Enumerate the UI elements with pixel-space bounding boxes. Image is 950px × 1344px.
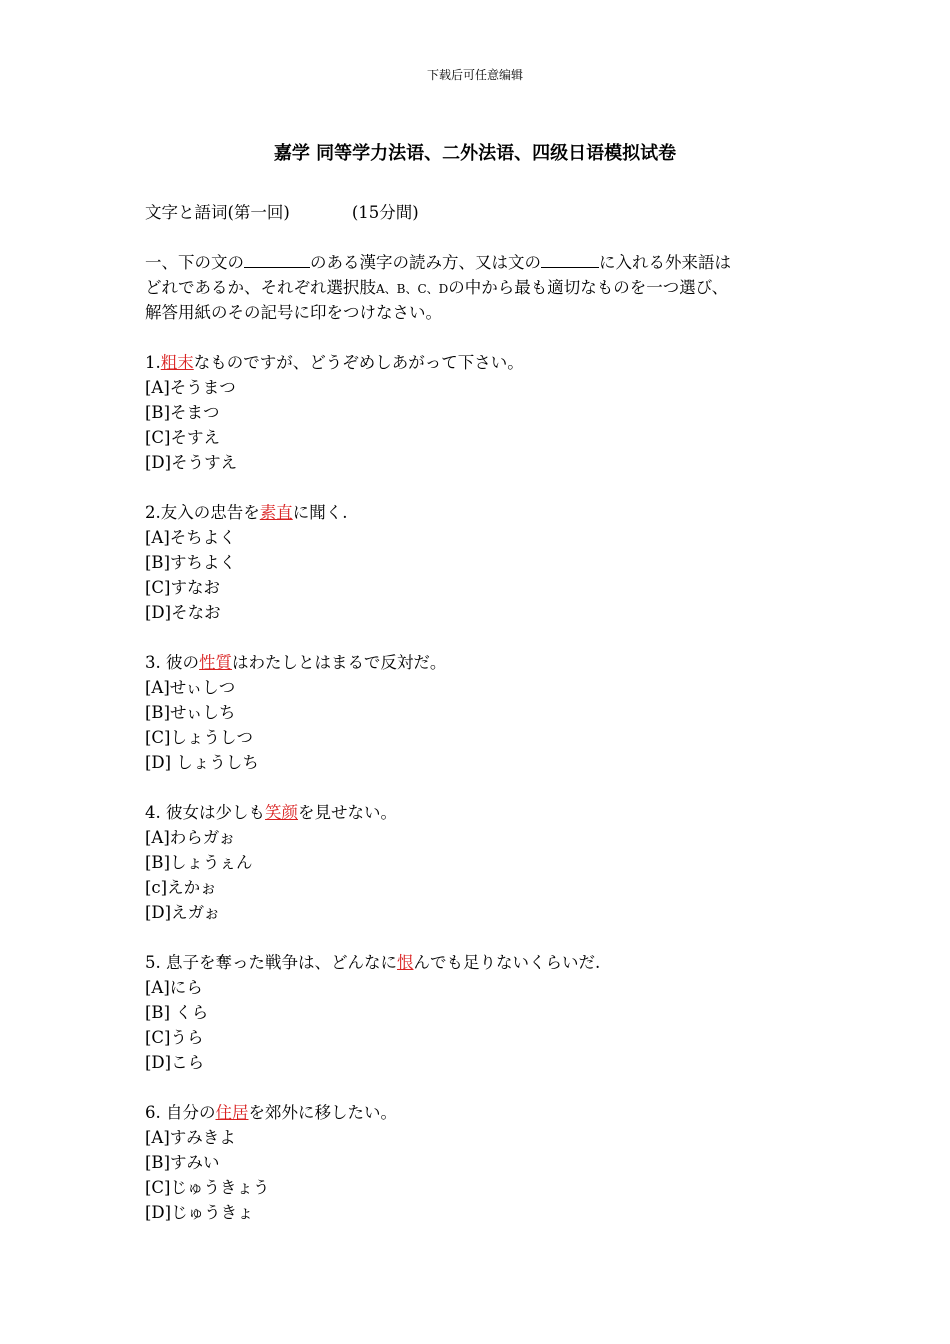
question (145, 500, 845, 625)
option-c: [C]しょうしつ (145, 728, 253, 747)
option-c: [c]えかぉ (145, 878, 217, 897)
highlighted-word: 性質 (199, 653, 232, 672)
header-note: 下载后可任意编辑 (426, 68, 523, 82)
option-a: [A]そちよく (145, 528, 236, 547)
question-text: 1.粗末なものですが、どうぞめしあがって下さい。 (145, 353, 524, 372)
blank-underline (244, 251, 310, 268)
option-a: [A]すみきよ (145, 1128, 236, 1147)
question-text: 2.友入の忠告を素直に聞く. (145, 503, 348, 522)
highlighted-word: 恨 (397, 953, 414, 972)
option-a: [A]にら (145, 978, 203, 997)
option-b: [B]せぃしち (145, 703, 236, 722)
option-d: [D]そなお (145, 603, 221, 622)
option-b: [B]そまつ (145, 403, 220, 422)
highlighted-word: 住居 (215, 1103, 249, 1122)
option-c: [C]そすえ (145, 428, 220, 447)
option-b: [B] くら (145, 1003, 209, 1022)
option-b: [B]すみい (145, 1153, 220, 1172)
instructions (145, 250, 845, 325)
instructions-line-3: 解答用紙のその記号に印をつけなさい。 (145, 303, 442, 322)
option-d: [D]えガぉ (145, 903, 220, 922)
option-b: [B]しょうぇん (145, 853, 253, 872)
question-text: 3. 彼の性質はわたしとはまるで反対だ。 (145, 653, 447, 672)
option-b: [B]すちよく (145, 553, 236, 572)
section-heading (145, 200, 845, 225)
option-a: [A]せぃしつ (145, 678, 236, 697)
option-c: [C]うら (145, 1028, 204, 1047)
instructions-line-2: どれであるか、それぞれ選択肢A、B、C、Dの中から最も適切なものを一つ選び、 (145, 278, 729, 297)
highlighted-word: 笑颜 (265, 803, 298, 822)
instructions-line-1: 一、下の文の のある漢字の読み方、又は文の に入れる外来語は (145, 253, 731, 272)
option-d: [D]こら (145, 1053, 205, 1072)
option-d: [D] しょうしち (145, 753, 259, 772)
option-a: [A]そうまつ (145, 378, 236, 397)
question-text: 4. 彼女は少しも笑颜を見せない。 (145, 803, 397, 822)
section-name: 文字と語词(第一回) (145, 203, 290, 222)
highlighted-word: 素直 (259, 503, 293, 522)
question (145, 800, 845, 925)
question (145, 1100, 845, 1225)
highlighted-word: 粗末 (160, 353, 194, 372)
document-body (145, 200, 845, 1250)
blank-underline (541, 251, 599, 268)
question-text: 5. 息子を奪った戦争は、どんなに恨んでも足りないくらいだ. (145, 953, 601, 972)
section-time: (15分間) (351, 203, 419, 222)
exam-title: 嘉学 同等学力法语、二外法语、四级日语模拟试卷 (273, 143, 677, 164)
question (145, 950, 845, 1075)
option-c: [C]すなお (145, 578, 220, 597)
question (145, 650, 845, 775)
option-a: [A]わらガぉ (145, 828, 236, 847)
option-d: [D]そうすえ (145, 453, 238, 472)
option-c: [C]じゅうきょう (145, 1178, 270, 1197)
question (145, 350, 845, 475)
option-d: [D]じゅうきょ (145, 1203, 254, 1222)
question-text: 6. 自分の住居を郊外に移したい。 (145, 1103, 397, 1122)
